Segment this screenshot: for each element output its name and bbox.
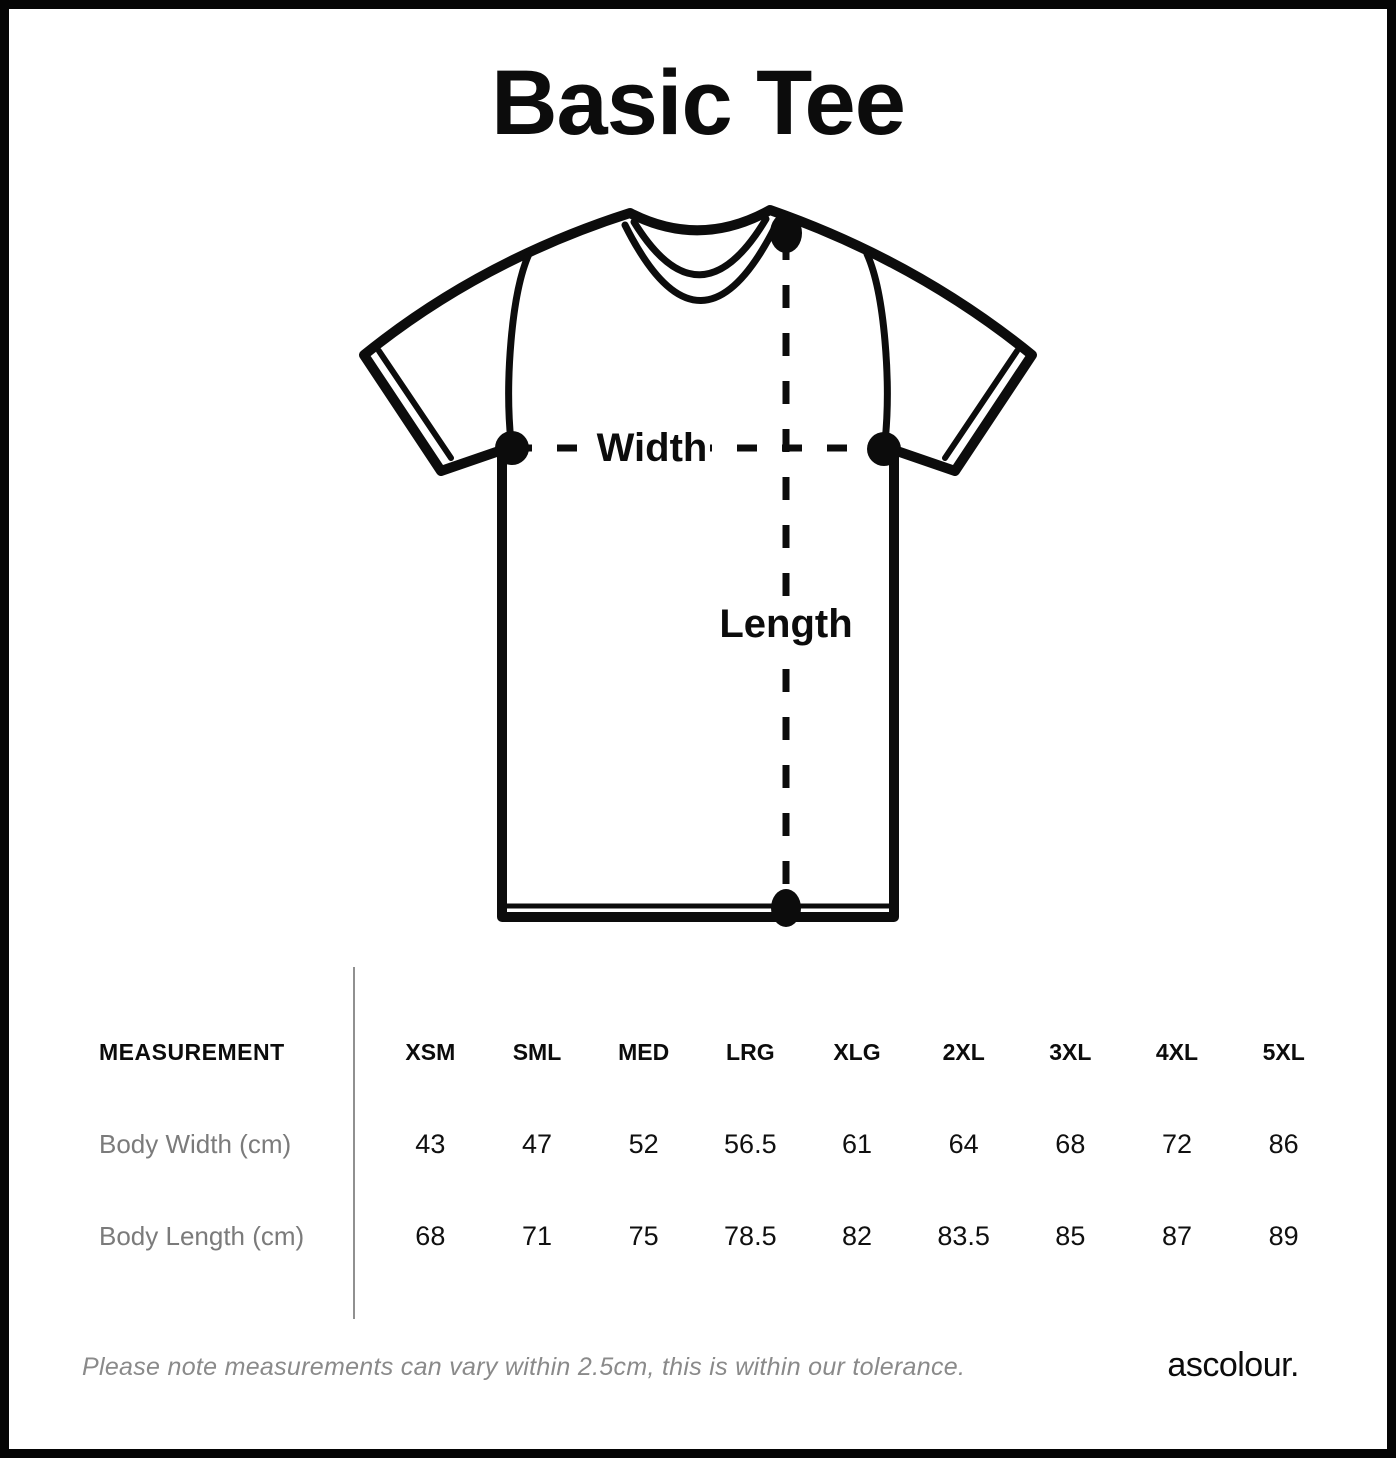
- size-column-header: XLG: [833, 1038, 881, 1065]
- measurement-header: MEASUREMENT: [99, 1038, 285, 1065]
- size-value-cell: 89: [1268, 1220, 1299, 1251]
- shoulder-point-dot: [770, 213, 802, 253]
- size-column-header: 5XL: [1262, 1038, 1305, 1065]
- right-underarm-dot: [867, 432, 901, 466]
- size-value-cell: 71: [521, 1220, 553, 1251]
- size-column-header: 2XL: [942, 1038, 985, 1065]
- size-value-cell: 68: [415, 1220, 446, 1251]
- size-value-cell: 56.5: [724, 1128, 777, 1159]
- size-column-header: SML: [512, 1038, 562, 1065]
- size-column-header: 4XL: [1155, 1038, 1199, 1065]
- left-underarm-dot: [495, 431, 529, 465]
- length-label: Length: [719, 602, 853, 646]
- tolerance-note: Please note measurements can vary within 2.5cm, this is within our tolerance.: [82, 1353, 966, 1381]
- row-label: Body Length (cm): [99, 1220, 305, 1251]
- size-value-cell: 82: [841, 1220, 873, 1251]
- tshirt-outline: [364, 210, 1032, 917]
- size-value-cell: 86: [1268, 1128, 1299, 1159]
- size-value-cell: 85: [1055, 1220, 1086, 1251]
- size-value-cell: 68: [1055, 1128, 1086, 1159]
- size-value-cell: 64: [948, 1128, 979, 1159]
- size-value-cell: 78.5: [724, 1220, 777, 1251]
- size-column-header: 3XL: [1049, 1038, 1092, 1065]
- size-column-header: LRG: [726, 1038, 775, 1065]
- tshirt-diagram: [340, 189, 1056, 934]
- size-value-cell: 87: [1161, 1220, 1193, 1251]
- page-title: Basic Tee: [491, 52, 905, 154]
- size-value-cell: 75: [628, 1220, 659, 1251]
- brand-logo: ascolour.: [1167, 1346, 1299, 1384]
- size-value-cell: 52: [628, 1128, 659, 1159]
- size-column-header: XSM: [405, 1038, 456, 1065]
- size-column-header: MED: [618, 1038, 670, 1065]
- width-label: Width: [596, 426, 708, 470]
- size-table: [99, 1006, 1337, 1282]
- hem-point-dot: [771, 889, 801, 927]
- size-value-cell: 72: [1161, 1128, 1193, 1159]
- size-value-cell: 43: [415, 1128, 446, 1159]
- size-value-cell: 61: [841, 1128, 873, 1159]
- row-label: Body Width (cm): [99, 1128, 292, 1159]
- size-value-cell: 83.5: [937, 1220, 990, 1251]
- size-value-cell: 47: [521, 1128, 553, 1159]
